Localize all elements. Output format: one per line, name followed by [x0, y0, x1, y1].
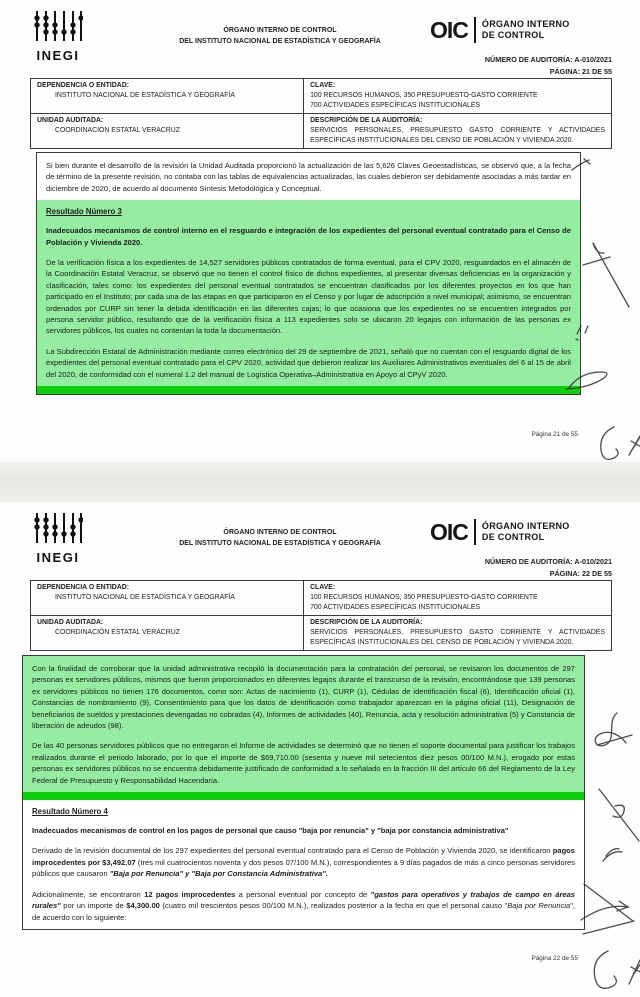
audit-info-table — [30, 580, 612, 651]
descripcion-cell — [304, 114, 612, 149]
page-number-label: PÁGINA: 21 DE 55 — [549, 66, 612, 76]
oic-name-line2: DE CONTROL — [481, 30, 545, 40]
text-segment: a personal eventual por concepto de — [235, 889, 371, 899]
page2-footer: Página 22 de 55 — [531, 955, 578, 962]
inegi-abacus-icon — [33, 512, 83, 544]
unidad-value: COORDINACIÓN ESTATAL VERACRUZ — [55, 629, 180, 636]
audit-info-table — [30, 78, 612, 149]
audit-meta — [485, 54, 612, 77]
text-segment: ", de acuerdo con lo siguiente: — [32, 901, 575, 922]
inegi-wordmark: INEGI — [36, 550, 80, 565]
dependencia-value: INSTITUTO NACIONAL DE ESTADÍSTICA Y GEOGRAFÍA — [55, 594, 235, 601]
clave-line1: 100 RECURSOS HUMANOS, 350 PRESUPUESTO-GASTO CORRIENTE — [310, 92, 538, 99]
oic-name-line2: DE CONTROL — [481, 532, 545, 542]
oic-acronym: OIC — [430, 16, 468, 43]
oic-name — [482, 521, 570, 544]
header-org-line1: ÓRGANO INTERNO DE CONTROL — [223, 529, 337, 536]
page-separator-gap — [0, 462, 640, 502]
oic-logo — [430, 17, 570, 43]
intro-paragraph: Si bien durante el desarrollo de la revisión la Unidad Auditada proporcionó la actualización de las 5,626 Claves Geoestadísticas, se observó que, a la fecha de término de la presente revisión, no contaba con las tablas de equivalencias actualizadas, las cuales debieron ser debidamente asociadas a más tardar en diciembre de 2020, de acuerdo al documento Síntesis Metodológica y Conceptual. — [46, 161, 571, 193]
descripcion-cell — [304, 616, 612, 651]
inegi-abacus-icon — [33, 10, 83, 42]
result3-paragraph-2: La Subdirección Estatal de Administración mediante correo electrónico del 29 de septiembre de 2021, señaló que no cuentan con el resguardo digital de los expedientes del personal eventual contratado para el CPV 2020, actividad que debieron realizar los Auxiliares Administrativos eventuales del 6 al 15 de abril del 2020, de conformidad con el numeral 1.2 del manual de Logística Operativa–Administrativa en Apoyo al CPyV 2020. — [46, 346, 571, 379]
page1-footer: Página 21 de 55 — [531, 431, 578, 438]
oic-acronym: OIC — [430, 518, 468, 545]
descripcion-value: SERVICIOS PERSONALES, PRESUPUESTO GASTO CORRIENTE Y ACTIVIDADES ESPECÍFICAS INSTITUCIONALES DEL CENSO DE POBLACIÓN Y VIVIENDA 2020. — [310, 629, 605, 646]
oic-name-line1: ÓRGANO INTERNO — [481, 18, 570, 29]
clave-line1: 100 RECURSOS HUMANOS, 350 PRESUPUESTO-GASTO CORRIENTE — [310, 594, 538, 601]
oic-logo-divider — [474, 519, 476, 545]
unidad-label: UNIDAD AUDITADA: — [37, 619, 104, 626]
result3-title: Resultado Número 3 — [46, 207, 122, 217]
header-org-title — [130, 528, 430, 550]
document-page-22 — [0, 502, 640, 997]
oic-logo-divider — [474, 17, 476, 43]
result4-paragraph-2 — [32, 889, 575, 923]
result4-paragraph-1 — [32, 845, 575, 879]
page2-content-box — [22, 655, 585, 930]
unidad-cell — [31, 616, 304, 651]
text-segment-bold-italic: "Baja por Renuncia" y "Baja por Constancia Administrativa". — [109, 869, 328, 879]
document-page-21 — [0, 0, 640, 462]
text-segment-italic: Baja por Renuncia — [507, 901, 571, 911]
header-org-line1: ÓRGANO INTERNO DE CONTROL — [223, 27, 337, 34]
header-org-line2: DEL INSTITUTO NACIONAL DE ESTADÍSTICA Y GEOGRAFÍA — [179, 539, 381, 547]
text-segment: Adicionalmente, se encontraron — [32, 889, 145, 899]
result4-title: Resultado Número 4 — [32, 807, 108, 817]
dependencia-label: DEPENDENCIA O ENTIDAD: — [37, 584, 130, 591]
text-segment: por un importe de — [60, 901, 127, 911]
oic-name — [482, 19, 570, 42]
header-org-line2: DEL INSTITUTO NACIONAL DE ESTADÍSTICA Y GEOGRAFÍA — [179, 37, 381, 45]
dependencia-value: INSTITUTO NACIONAL DE ESTADÍSTICA Y GEOGRAFÍA — [55, 92, 235, 99]
page-header — [0, 0, 640, 78]
clave-label: CLAVE: — [310, 584, 336, 591]
result4-heading: Inadecuados mecanismos de control en los pagos de personal que causo "baja por renuncia" y "baja por constancia administrativa" — [32, 826, 509, 836]
unidad-label: UNIDAD AUDITADA: — [37, 117, 104, 124]
clave-label: CLAVE: — [310, 82, 336, 89]
documents-highlight-block — [23, 656, 584, 792]
dependencia-cell — [31, 581, 304, 616]
table-row — [31, 581, 612, 616]
text-segment: (tres mil cuatrocientos noventa y dos pesos 07/100 M.N.), correspondientes a 9 días pagados de más a cinco personas servidores públicos que causaron — [32, 857, 576, 879]
documents-paragraph-1: Con la finalidad de corroborar que la unidad administrativa recopiló la documentación para la contratación del personal, se revisaron los documentos de 297 personas ex servidores públicos, mismos que fueron proporcionados en diferentes legajos durante el transcurso de la revisión, encontrándose que 139 personas ex servidores públicos no tienen 176 documentos, como son: Actas de nacimiento (1), CURP (1), Cédulas de identificación fiscal (6), Identificación oficial (1), Constancias de nombramiento (9), Consentimiento para que los datos de identificación como trabajador aparezcan en la página oficial (11), Designación de beneficiarios de sueldos y prestaciones devengadas no cobradas (4), Informes de actividades (40), Renuncia, acta y resolución administrativa (5) y Constancia de liberación de adeudos (98). — [32, 664, 575, 731]
unidad-value: COORDINACIÓN ESTATAL VERACRUZ — [55, 127, 180, 134]
descripcion-value: SERVICIOS PERSONALES, PRESUPUESTO GASTO CORRIENTE Y ACTIVIDADES ESPECÍFICAS INSTITUCIONALES DEL CENSO DE POBLACIÓN Y VIVIENDA 2020. — [310, 127, 605, 144]
audit-meta — [485, 556, 612, 579]
page1-content-box — [36, 152, 581, 395]
clave-cell — [304, 581, 612, 616]
clave-line2: 700 ACTIVIDADES ESPECÍFICAS INSTITUCIONALES — [310, 102, 481, 109]
inegi-wordmark: INEGI — [36, 48, 80, 63]
text-segment-bold: 12 pagos improcedentes — [144, 889, 236, 899]
page-header — [0, 502, 640, 580]
table-row — [31, 114, 612, 149]
audit-number: NÚMERO DE AUDITORÍA: A-010/2021 — [484, 557, 612, 566]
green-divider-bar — [23, 792, 584, 800]
inegi-logo — [30, 512, 86, 565]
oic-name-line1: ÓRGANO INTERNO — [481, 520, 570, 531]
unidad-cell — [31, 114, 304, 149]
header-org-title — [130, 26, 430, 48]
clave-cell — [304, 79, 612, 114]
text-segment-bold-italic: "gastos para operativos y trabajos de campo en áreas rurales" — [32, 889, 575, 911]
descripcion-label: DESCRIPCIÓN DE LA AUDITORÍA: — [310, 619, 423, 626]
table-row — [31, 79, 612, 114]
oic-logo — [430, 519, 570, 545]
inegi-logo — [30, 10, 86, 63]
dependencia-cell — [31, 79, 304, 114]
page-number-label: PÁGINA: 22 DE 55 — [549, 568, 612, 578]
result3-heading: Inadecuados mecanismos de control interno en el resguardo e integración de los expedientes del personal eventual contratado para el Censo de Población y Vivienda 2020. — [46, 226, 571, 247]
green-divider-bar — [37, 386, 580, 394]
text-segment-bold: pagos improcedentes por $3,492.07 — [32, 846, 575, 867]
text-segment: Derivado de la revisión documental de los 297 expedientes del personal eventual contratado para el Censo de Población y Vivienda 2020, se identificaron — [32, 846, 553, 856]
documents-paragraph-2: De las 40 personas servidores públicos que no entregaron el Informe de actividades se determinó que no tienen el soporte documental para justificar los trabajos realizados durante el periodo laborado, por lo que el importe de $69,710.00 (sesenta y nueve mil setecientos diez pesos 00/100 M.N.), erogado por estas personas ex servidores públicos no se encuentra debidamente justificado de conformidad a lo señalado en la fracción III del artículo 66 del Reglamento de la Ley Federal de Presupuesto y Responsabilidad Hacendaria. — [32, 741, 575, 785]
table-row — [31, 616, 612, 651]
result3-paragraph-1: De la verificación física a los expedientes de 14,527 servidores públicos contratados de forma eventual, para el CPV 2020, resguardados en el almacén de la Coordinación Estatal Veracruz, se observó que no tienen el control físico de dichos expedientes, al presentar diversas deficiencias en la organización y clasificación, tales como: los expedientes del personal eventual contratados se encuentran clasificados por los diferentes proyectos en los que han participado en el Instituto; por cada una de las etapas en que participaron en el Censo y por lugar de adscripción a nivel municipal; asimismo, se encuentran ordenados por CURP sin tener la debida identificación en las diferentes cajas; lo que ocasiona que los expedientes no se encuentren integrados por persona servidor público, resultando que de la verificación física a 113 expedientes solo se ubicaron 20 legajos con información de las personas ex servidores públicos, los cuales no contenían la toda la documentación. — [46, 258, 571, 336]
result3-highlight-block — [37, 200, 580, 386]
text-segment: (cuatro mil trescientos pesos 00/100 M.N.), realizados posterior a la fecha en que el personal causo " — [159, 901, 508, 911]
clave-line2: 700 ACTIVIDADES ESPECÍFICAS INSTITUCIONALES — [310, 604, 481, 611]
audit-number: NÚMERO DE AUDITORÍA: A-010/2021 — [484, 55, 612, 64]
text-segment-bold: $4,300.00 — [126, 901, 160, 911]
dependencia-label: DEPENDENCIA O ENTIDAD: — [37, 82, 130, 89]
descripcion-label: DESCRIPCIÓN DE LA AUDITORÍA: — [310, 117, 423, 124]
